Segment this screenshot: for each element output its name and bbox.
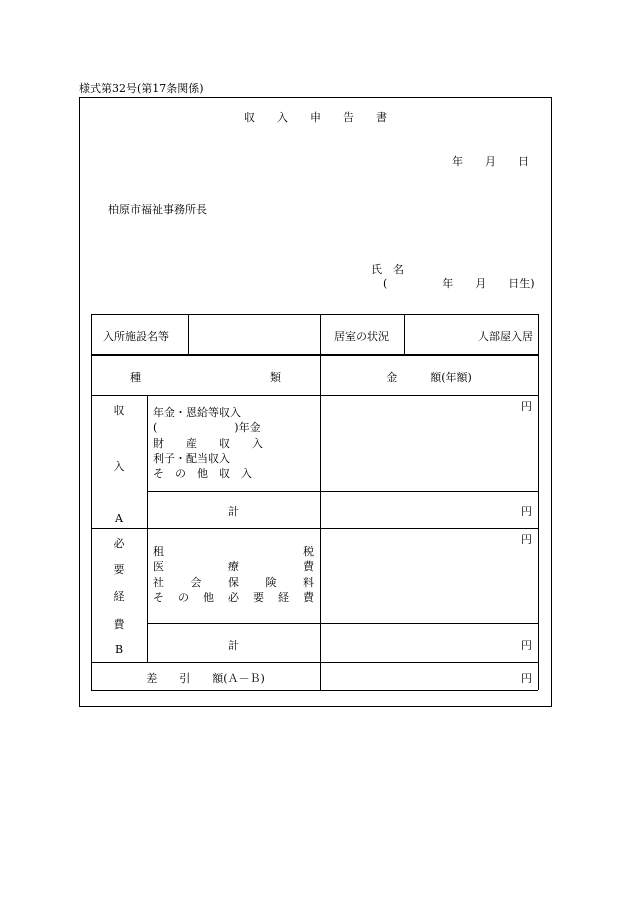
room-value: 人部屋入居	[478, 330, 533, 343]
difference-field[interactable]	[321, 663, 537, 689]
income-yen: 円	[521, 400, 532, 413]
expense-item-other: そ の 他 必 要 経 費	[153, 590, 314, 604]
form-title: 収 入 申 告 書	[244, 111, 387, 124]
facility-name-field[interactable]	[189, 315, 319, 353]
expense-vertical-5: B	[114, 643, 124, 656]
expense-vertical-3: 経	[113, 590, 125, 603]
birth-date-line: ( 年 月 日生)	[383, 277, 535, 290]
table-line	[91, 354, 538, 356]
expense-vertical-4: 費	[113, 618, 125, 631]
difference-yen: 円	[521, 672, 532, 685]
income-subtotal-field[interactable]	[321, 492, 537, 527]
expense-subtotal-field[interactable]	[321, 624, 537, 661]
expense-item-social-insurance: 社 会 保 険 料	[153, 575, 314, 589]
table-line	[91, 690, 538, 691]
income-amount-field[interactable]	[321, 396, 537, 490]
expense-vertical-1: 必	[113, 537, 125, 550]
income-subtotal-yen: 円	[521, 505, 532, 518]
amount-header: 金 額(年額)	[386, 371, 472, 384]
name-label: 氏 名	[371, 263, 404, 276]
income-items	[153, 405, 263, 481]
expense-item-tax: 租 税	[153, 545, 314, 558]
income-vertical-1: 収	[113, 404, 125, 417]
table-line	[147, 395, 148, 662]
addressee: 柏原市福祉事務所長	[108, 203, 207, 216]
table-line	[538, 314, 539, 690]
table-line	[91, 314, 92, 690]
expense-yen: 円	[521, 533, 532, 546]
expense-subtotal-label: 計	[228, 639, 239, 652]
income-item: 年金・恩給等収入	[153, 406, 241, 419]
income-vertical-2: 入	[113, 460, 125, 473]
expense-vertical-2: 要	[113, 563, 125, 576]
income-item: ( )年金	[153, 421, 261, 435]
expense-amount-field[interactable]	[321, 529, 537, 622]
income-vertical-3: A	[115, 512, 123, 525]
income-item: 利子・配当収入	[153, 451, 230, 465]
type-header-left: 種	[130, 371, 141, 384]
room-label: 居室の状況	[334, 330, 389, 343]
facility-label: 入所施設名等	[103, 330, 169, 343]
expense-item-medical: 医 療 費	[153, 560, 314, 574]
form-number: 様式第32号(第17条関係)	[79, 82, 204, 95]
income-item: 財 産 収 入	[153, 436, 263, 450]
income-item: そ の 他 収 入	[153, 467, 252, 481]
date-line: 年 月 日	[452, 155, 529, 168]
type-header-right: 類	[270, 371, 281, 384]
expense-subtotal-yen: 円	[521, 639, 532, 652]
expense-items	[153, 544, 314, 605]
difference-label: 差 引 額(Ａ－Ｂ)	[146, 672, 265, 685]
income-subtotal-label: 計	[228, 505, 239, 518]
